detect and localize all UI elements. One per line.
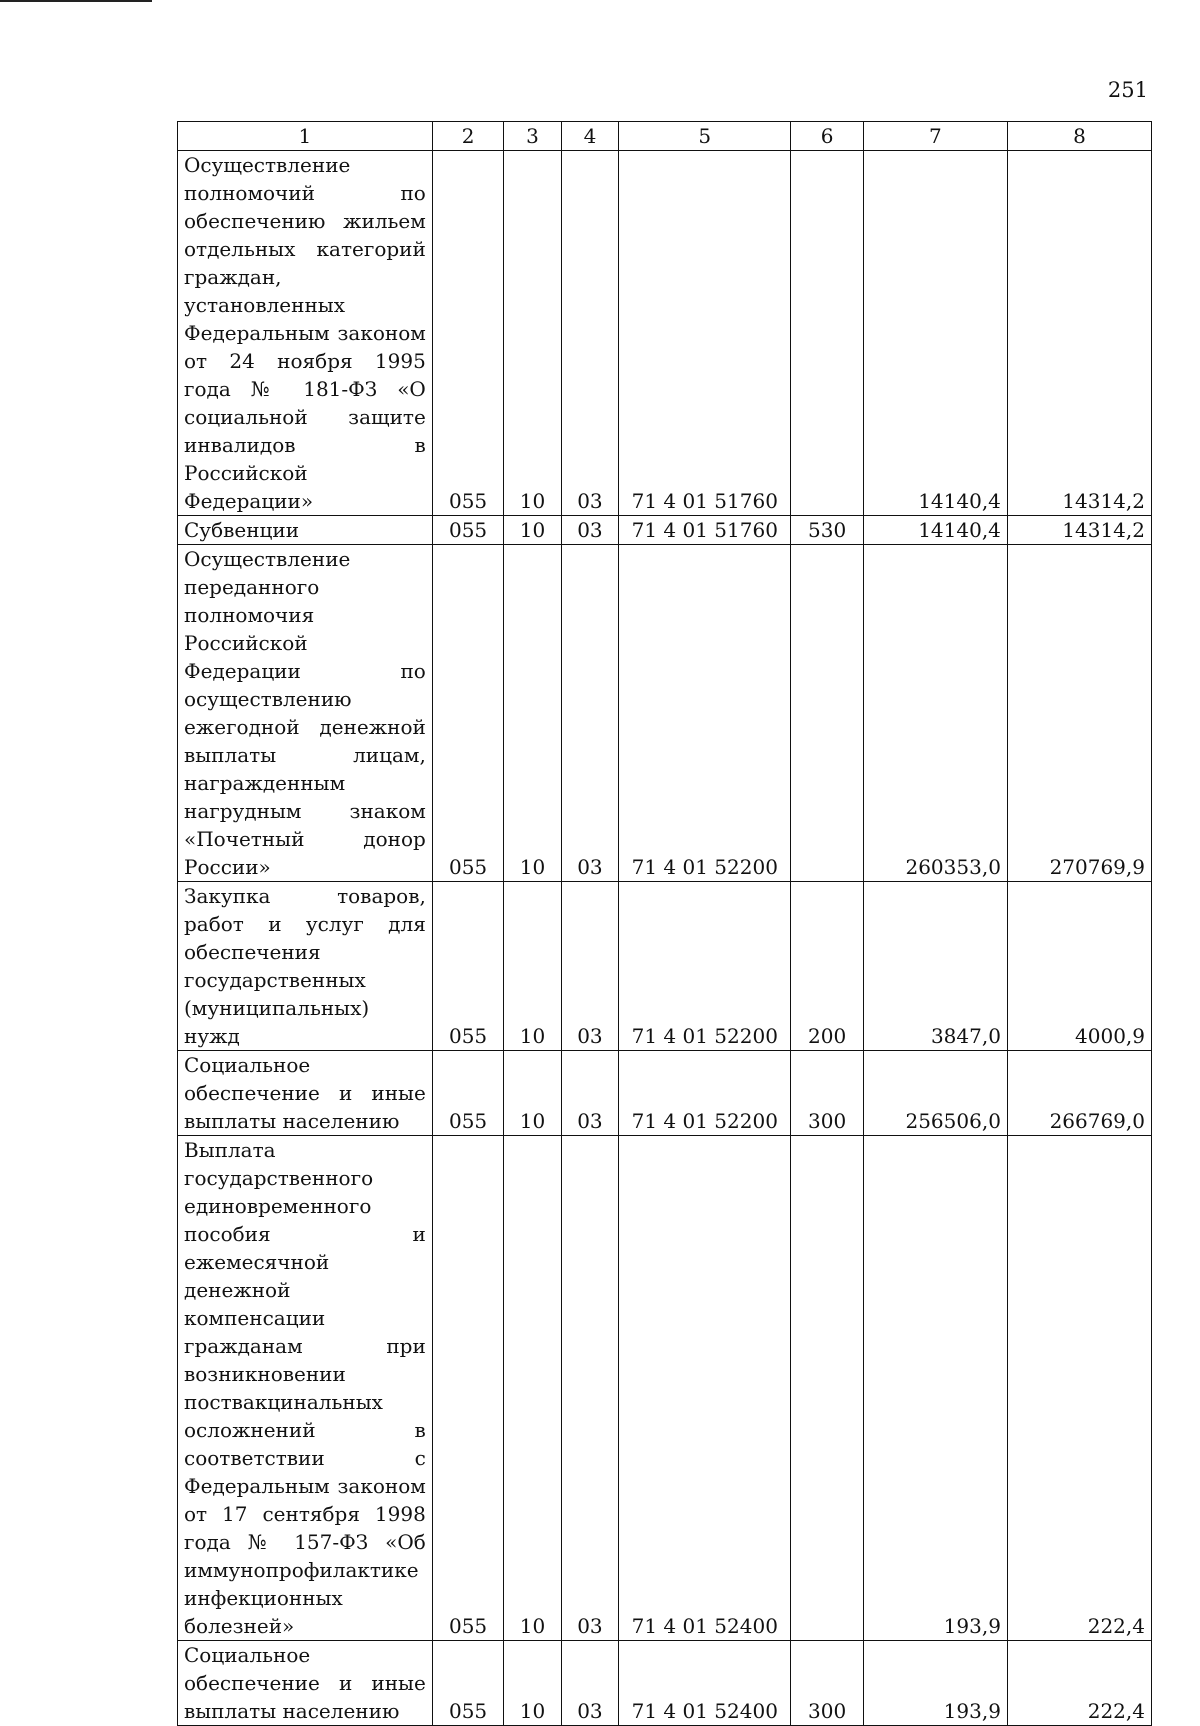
row-col-7: 14140,4 [863, 151, 1007, 516]
row-col-2: 055 [432, 545, 504, 882]
row-col-5: 71 4 01 51760 [619, 516, 791, 545]
header-col-2: 2 [432, 122, 504, 151]
header-col-3: 3 [504, 122, 561, 151]
row-col-7: 193,9 [863, 1641, 1007, 1726]
row-col-8: 222,4 [1007, 1136, 1151, 1641]
row-col-6: 530 [791, 516, 864, 545]
row-col-5: 71 4 01 51760 [619, 151, 791, 516]
row-description: Социальное обеспечение и иные выплаты населению [178, 1641, 433, 1726]
table-row [178, 1136, 1152, 1641]
header-col-5: 5 [619, 122, 791, 151]
row-col-8: 14314,2 [1007, 516, 1151, 545]
row-col-2: 055 [432, 1051, 504, 1136]
table-row [178, 1051, 1152, 1136]
row-col-3: 10 [504, 516, 561, 545]
row-col-5: 71 4 01 52400 [619, 1641, 791, 1726]
row-col-8: 270769,9 [1007, 545, 1151, 882]
row-col-3: 10 [504, 882, 561, 1051]
row-col-3: 10 [504, 1136, 561, 1641]
table-row [178, 545, 1152, 882]
row-description: Социальное обеспечение и иные выплаты населению [178, 1051, 433, 1136]
header-col-6: 6 [791, 122, 864, 151]
row-col-5: 71 4 01 52400 [619, 1136, 791, 1641]
row-col-7: 3847,0 [863, 882, 1007, 1051]
header-col-4: 4 [561, 122, 618, 151]
row-col-3: 10 [504, 151, 561, 516]
row-col-5: 71 4 01 52200 [619, 545, 791, 882]
page-number: 251 [1107, 78, 1148, 102]
row-col-7: 260353,0 [863, 545, 1007, 882]
row-col-4: 03 [561, 1136, 618, 1641]
row-col-4: 03 [561, 882, 618, 1051]
row-description: Осуществление полномочий по обеспечению жильем отдельных категорий граждан, установленных Федеральным законом от 24 ноября 1995 года № 181-ФЗ «О социальной защите инвалидов в Российской Федерации» [178, 151, 433, 516]
row-col-2: 055 [432, 516, 504, 545]
row-col-6 [791, 1136, 864, 1641]
row-col-7: 256506,0 [863, 1051, 1007, 1136]
row-description: Закупка товаров, работ и услуг для обеспечения государственных (муниципальных) нужд [178, 882, 433, 1051]
row-col-2: 055 [432, 882, 504, 1051]
header-col-8: 8 [1007, 122, 1151, 151]
row-col-4: 03 [561, 151, 618, 516]
row-description: Осуществление переданного полномочия Российской Федерации по осуществлению ежегодной денежной выплаты лицам, награжденным нагрудным знаком «Почетный донор России» [178, 545, 433, 882]
row-col-3: 10 [504, 545, 561, 882]
row-description: Субвенции [178, 516, 433, 545]
row-col-6: 300 [791, 1051, 864, 1136]
row-col-5: 71 4 01 52200 [619, 1051, 791, 1136]
row-col-6: 300 [791, 1641, 864, 1726]
header-col-7: 7 [863, 122, 1007, 151]
row-col-8: 222,4 [1007, 1641, 1151, 1726]
header-col-1: 1 [178, 122, 433, 151]
row-col-7: 14140,4 [863, 516, 1007, 545]
header-row [178, 122, 1152, 151]
row-col-4: 03 [561, 516, 618, 545]
scan-edge-mark [0, 0, 152, 2]
table-row [178, 1641, 1152, 1726]
row-description: Выплата государственного единовременного пособия и ежемесячной денежной компенсации гражданам при возникновении поствакцинальных осложнений в соответствии с Федеральным законом от 17 сентября 1998 года № 157-ФЗ «Об иммунопрофилактике инфекционных болезней» [178, 1136, 433, 1641]
row-col-4: 03 [561, 1051, 618, 1136]
table-row [178, 151, 1152, 516]
budget-table [177, 121, 1152, 1726]
row-col-8: 14314,2 [1007, 151, 1151, 516]
row-col-6 [791, 151, 864, 516]
row-col-5: 71 4 01 52200 [619, 882, 791, 1051]
row-col-2: 055 [432, 1641, 504, 1726]
row-col-2: 055 [432, 1136, 504, 1641]
row-col-2: 055 [432, 151, 504, 516]
row-col-7: 193,9 [863, 1136, 1007, 1641]
row-col-8: 266769,0 [1007, 1051, 1151, 1136]
row-col-4: 03 [561, 545, 618, 882]
row-col-4: 03 [561, 1641, 618, 1726]
table-row [178, 882, 1152, 1051]
row-col-3: 10 [504, 1051, 561, 1136]
row-col-3: 10 [504, 1641, 561, 1726]
table-row [178, 516, 1152, 545]
row-col-6 [791, 545, 864, 882]
row-col-8: 4000,9 [1007, 882, 1151, 1051]
row-col-6: 200 [791, 882, 864, 1051]
